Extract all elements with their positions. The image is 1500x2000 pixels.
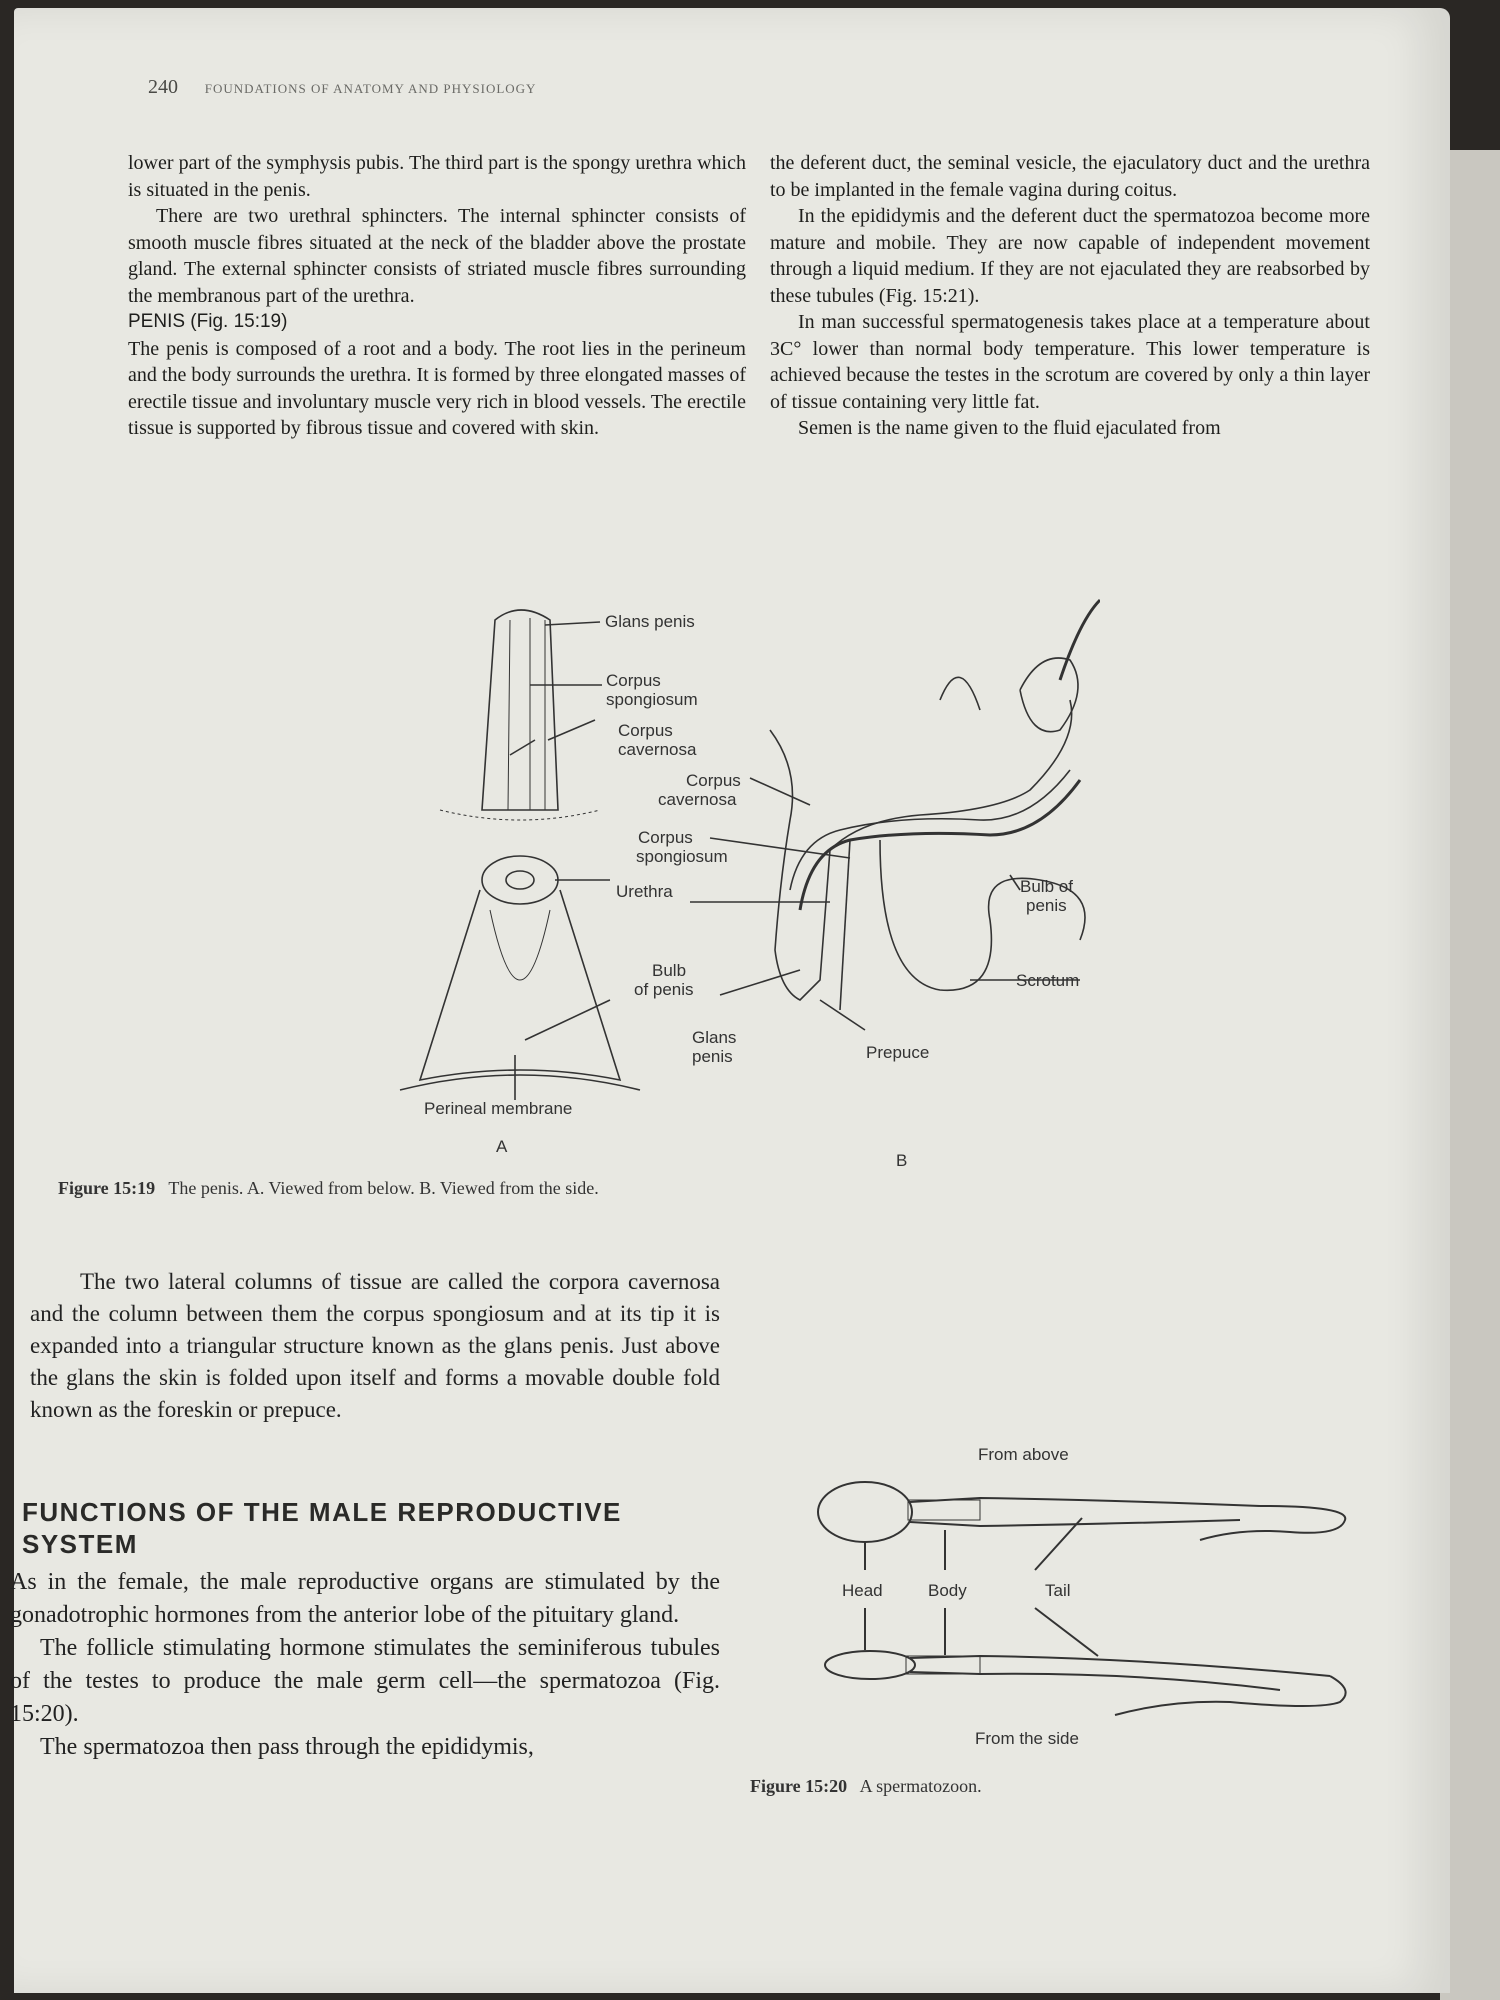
functions-text-block — [10, 1566, 720, 1764]
paragraph: lower part of the symphysis pubis. The third part is the spongy urethra which is situated in the penis. — [128, 152, 746, 201]
figure-15-20-diagram — [810, 1440, 1370, 1770]
figure-15-19-caption — [58, 1178, 599, 1199]
label-head: Head — [842, 1581, 883, 1600]
paragraph: the deferent duct, the seminal vesicle, the ejaculatory duct and the urethra to be implanted in the female vagina during coitus. — [770, 152, 1370, 201]
label-corpus-cavernosa: Corpus — [618, 721, 673, 740]
urethra-cross-section — [482, 856, 558, 904]
label-bulb-of-penis: of penis — [634, 980, 694, 999]
corpus-cavernosa-side — [790, 770, 1070, 890]
figure-letter-b: B — [896, 1151, 908, 1170]
caption-text: The penis. A. Viewed from below. B. Viewed from the side. — [168, 1178, 599, 1198]
label-perineal-membrane: Perineal membrane — [424, 1099, 573, 1118]
sperm-tail-above — [1200, 1506, 1345, 1540]
text-column-left — [128, 150, 746, 442]
leader-line — [525, 1000, 610, 1040]
figure-letter-a: A — [496, 1137, 508, 1156]
figure-15-20-caption — [750, 1776, 982, 1797]
sperm-body-side — [910, 1672, 1280, 1690]
label-from-side: From the side — [975, 1729, 1079, 1748]
label-glans-penis: Glans — [692, 1028, 737, 1047]
side-view-outline — [770, 700, 1072, 1000]
urethra-inner — [506, 871, 534, 889]
label-prepuce: Prepuce — [866, 1043, 930, 1062]
paragraph: In the epididymis and the deferent duct the spermatozoa become more mature and mobile. They are now capable of independent movement through a liquid medium. If they are not ejaculated they are reabsorbed by these tubules (Fig. 15:21). — [770, 205, 1370, 307]
label-corpus-spongiosum: Corpus — [638, 828, 693, 847]
leader-line — [820, 1000, 865, 1030]
paragraph: Semen is the name given to the fluid ejaculated from — [798, 417, 1221, 439]
section-heading-functions: FUNCTIONS OF THE MALE REPRODUCTIVE SYSTEM — [22, 1497, 622, 1559]
label-bulb-of-penis: penis — [1026, 896, 1067, 915]
label-tail: Tail — [1045, 1581, 1071, 1600]
leader-line — [1010, 875, 1020, 890]
bulb-outline — [490, 910, 550, 980]
caption-text: A spermatozoon. — [859, 1776, 982, 1796]
label-corpus-spongiosum: spongiosum — [636, 847, 728, 866]
label-corpus-spongiosum: Corpus — [606, 671, 661, 690]
paragraph: The spermatozoa then pass through the epididymis, — [40, 1734, 534, 1760]
label-body: Body — [928, 1581, 967, 1600]
label-urethra: Urethra — [616, 882, 673, 901]
sperm-head-side — [825, 1651, 915, 1679]
figure-15-19-diagram — [380, 590, 1100, 1170]
label-corpus-spongiosum: spongiosum — [606, 690, 698, 709]
label-scrotum: Scrotum — [1016, 971, 1080, 990]
label-corpus-cavernosa: Corpus — [686, 771, 741, 790]
root-outline — [420, 890, 620, 1080]
label-from-above: From above — [978, 1445, 1069, 1464]
scrotum-outline — [880, 840, 1085, 990]
leader-line — [710, 838, 850, 858]
leader-line — [720, 970, 800, 995]
body-text-block — [30, 1266, 720, 1426]
sperm-head-above — [818, 1482, 912, 1542]
paragraph: In man successful spermatogenesis takes place at a temperature about 3C° lower than normal body temperature. This lower temperature is achieved because the testes in the scrotum are covered by only a thin layer of tissue containing very little fat. — [770, 311, 1370, 413]
running-title: FOUNDATIONS OF ANATOMY AND PHYSIOLOGY — [204, 81, 537, 96]
leader-line — [510, 740, 535, 755]
page-header — [148, 76, 536, 99]
label-bulb-of-penis: Bulb — [652, 961, 687, 980]
text-column-right — [770, 150, 1370, 442]
deferent-duct — [1060, 600, 1100, 680]
bladder-outline — [940, 677, 980, 710]
seminal-vesicle — [1020, 658, 1078, 732]
leader-line — [545, 622, 600, 625]
label-glans-penis: Glans penis — [605, 612, 695, 631]
page-number: 240 — [148, 76, 178, 98]
label-corpus-cavernosa: cavernosa — [618, 740, 697, 759]
label-glans-penis: penis — [692, 1047, 733, 1066]
label-corpus-cavernosa: cavernosa — [658, 790, 737, 809]
paragraph: The follicle stimulating hormone stimulates the seminiferous tubules of the testes to produce the male germ cell—the spermatozoa (Fig. 15:20). — [10, 1635, 720, 1727]
midpiece-above — [908, 1500, 980, 1520]
shaft-line — [840, 840, 850, 1010]
leader-line — [1035, 1608, 1098, 1656]
label-bulb-of-penis: Bulb of — [1020, 877, 1073, 896]
leader-line — [750, 778, 810, 805]
sperm-tail-side — [1115, 1676, 1346, 1715]
sperm-body-above — [910, 1498, 1260, 1506]
paragraph: There are two urethral sphincters. The internal sphincter consists of smooth muscle fibres situated at the neck of the bladder above the prostate gland. The external sphincter consists of striated muscle fibres surrounding the membranous part of the urethra. — [128, 205, 746, 307]
paragraph: As in the female, the male reproductive organs are stimulated by the gonadotrophic hormones from the anterior lobe of the pituitary gland. — [10, 1569, 720, 1628]
paragraph: The penis is composed of a root and a body. The root lies in the perineum and the body surrounds the urethra. It is formed by three elongated masses of erectile tissue and involuntary muscle very rich in blood vessels. The erectile tissue is supported by fibrous tissue and covered with skin. — [128, 337, 746, 439]
section-heading-penis: PENIS (Fig. 15:19) — [128, 311, 288, 332]
caption-label: Figure 15:20 — [750, 1776, 848, 1796]
penis-shaft-outline — [482, 610, 558, 810]
caption-label: Figure 15:19 — [58, 1178, 156, 1198]
paragraph: The two lateral columns of tissue are called the corpora cavernosa and the column between them the corpus spongiosum and at its tip it is expanded into a triangular structure known as the glans penis. Just above the glans the skin is folded upon itself and forms a movable double fold known as the foreskin or prepuce. — [30, 1269, 720, 1422]
penis-columns — [508, 618, 545, 810]
